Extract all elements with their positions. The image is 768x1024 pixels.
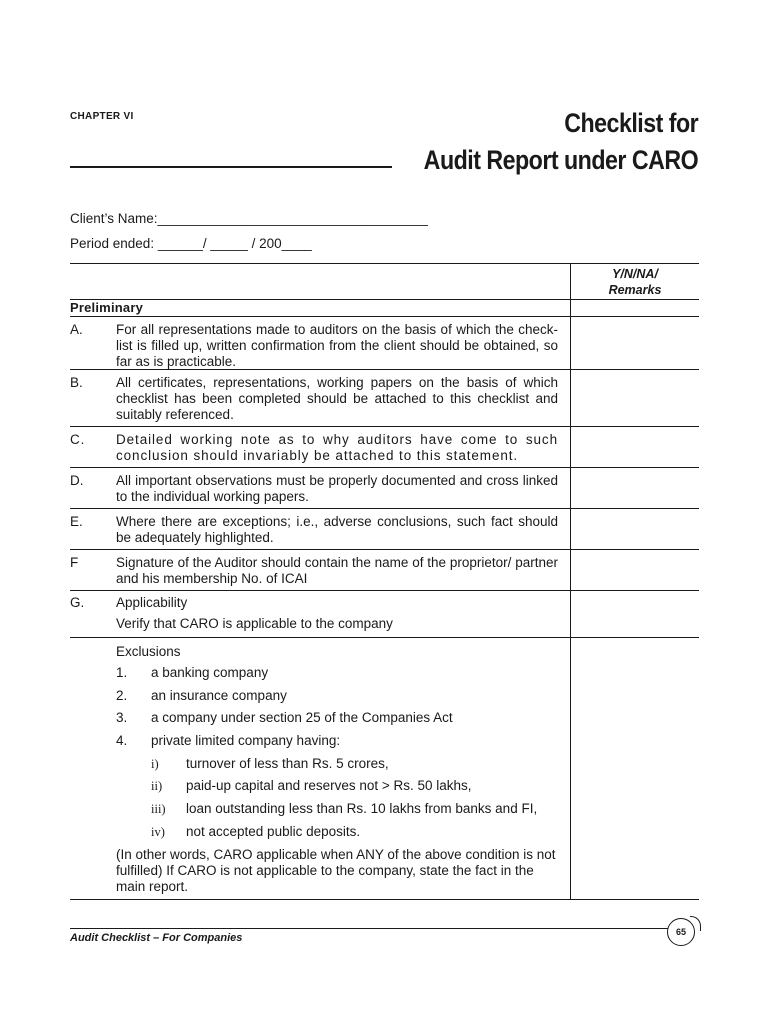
client-name-field: Client’s Name:____________________________________ xyxy=(70,211,428,226)
response-cell[interactable] xyxy=(571,370,700,427)
verify-text: Verify that CARO is applicable to the company xyxy=(116,616,393,631)
header-line-1: Y/N/NA/ xyxy=(612,267,658,281)
list-item: 1. a banking company xyxy=(116,665,269,680)
item-label: A. xyxy=(70,322,83,337)
response-cell[interactable] xyxy=(571,638,700,900)
title-rule xyxy=(70,166,392,168)
list-item: 3. a company under section 25 of the Companies Act xyxy=(116,710,453,726)
applicability-title: Applicability xyxy=(116,595,188,610)
item-text: Where there are exceptions; i.e., adverse conclusions, such fact should be adequately highlighted. xyxy=(116,514,558,545)
item-label: G. xyxy=(70,595,85,610)
table-row xyxy=(70,427,699,468)
item-text: For all representations made to auditors on the basis of which the check-list is filled up, written confirmation from the client should be obtained, so far as is practicable. xyxy=(116,322,558,369)
item-text: Signature of the Auditor should contain the name of the proprietor/ partner and his membership No. of ICAI xyxy=(116,555,558,586)
list-item: i) turnover of less than Rs. 5 crores, xyxy=(151,755,389,771)
title-line-2: Audit Report under CARO xyxy=(423,145,698,175)
footer-text: Audit Checklist – For Companies xyxy=(70,932,243,944)
list-item: iii) loan outstanding less than Rs. 10 lakhs from banks and FI, xyxy=(151,801,538,817)
page-number: 65 xyxy=(667,918,695,946)
footer-rule xyxy=(70,928,668,929)
checklist-table xyxy=(70,263,699,900)
table-row xyxy=(70,370,699,427)
table-row-applicability xyxy=(70,591,699,638)
list-item: 2. an insurance company xyxy=(116,687,287,703)
chapter-label: CHAPTER VI xyxy=(70,111,134,122)
table-header-row xyxy=(70,264,699,300)
section-title: Preliminary xyxy=(70,300,571,317)
table-row-exclusions xyxy=(70,638,699,900)
item-text: All important observations must be properly documented and cross linked to the individual working papers. xyxy=(116,473,558,504)
response-cell[interactable] xyxy=(571,509,700,550)
table-row xyxy=(70,468,699,509)
item-label: F xyxy=(70,555,79,570)
section-row xyxy=(70,300,699,317)
item-text: Detailed working note as to why auditors have come to such conclusion should invariably be attached to this statement. xyxy=(116,432,558,463)
period-ended-field: Period ended: ______/ _____ / 200____ xyxy=(70,236,312,251)
item-label: E. xyxy=(70,514,83,529)
item-label: C. xyxy=(70,432,86,447)
title-line-1: Checklist for xyxy=(564,108,698,138)
page-title xyxy=(423,105,698,179)
response-column-header xyxy=(571,264,700,300)
response-cell[interactable] xyxy=(571,317,700,370)
header-line-2: Remarks xyxy=(608,283,662,297)
table-row xyxy=(70,509,699,550)
table-row xyxy=(70,317,699,370)
item-text: All certificates, representations, working papers on the basis of which checklist has been completed should be attached to this checklist and suitably referenced. xyxy=(116,375,558,422)
list-item: ii) paid-up capital and reserves not > Rs. 50 lakhs, xyxy=(151,778,472,794)
list-item: 4. private limited company having: xyxy=(116,733,341,749)
response-cell[interactable] xyxy=(571,468,700,509)
exclusions-title: Exclusions xyxy=(116,644,181,659)
item-label: B. xyxy=(70,375,83,390)
list-item: iv) not accepted public deposits. xyxy=(151,823,361,839)
table-row xyxy=(70,550,699,591)
item-label: D. xyxy=(70,473,84,488)
response-cell[interactable] xyxy=(571,591,700,638)
response-cell[interactable] xyxy=(571,550,700,591)
response-cell[interactable] xyxy=(571,427,700,468)
applicability-note: (In other words, CARO applicable when ANY of the above condition is not fulfilled) If CARO is not applicable to the company, state the fact in the main report. xyxy=(116,846,556,894)
